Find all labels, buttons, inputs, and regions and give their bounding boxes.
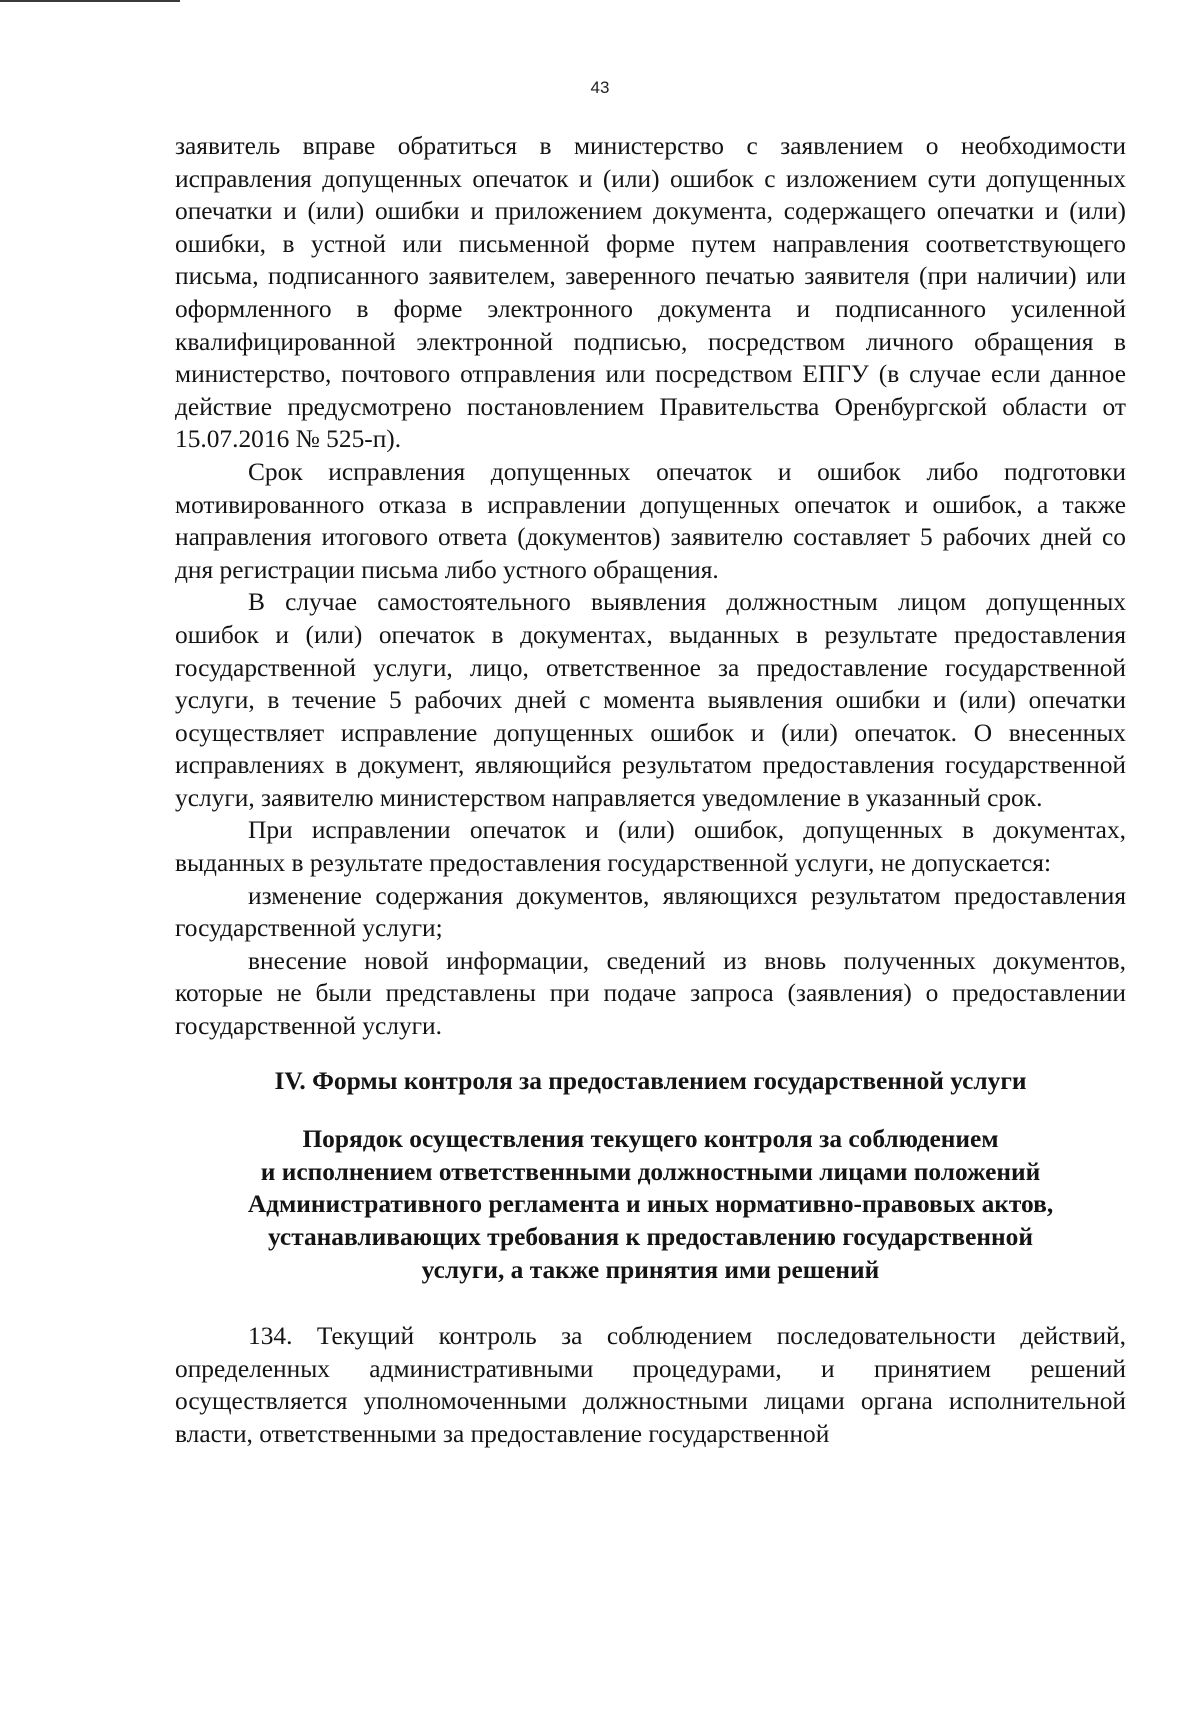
paragraph-correction-deadline: Срок исправления допущенных опечаток и ошибок либо подготовки мотивированного отказа в исправлении допущенных опечаток и ошибок, а также направления итогового ответа (документов) заявителю составляет 5 рабочих дней со дня регистрации письма либо устного обращения. [175, 457, 1126, 584]
section-subtitle-line: Административного регламента и иных нормативно-правовых актов, [247, 1190, 1054, 1219]
paragraph-self-detected-errors: В случае самостоятельного выявления должностным лицом допущенных ошибок и (или) опечаток в документах, выданных в результате предоставления государственной услуги, лицо, ответственное за предоставление государственной услуги, в течение 5 рабочих дней с момента выявления ошибки и (или) опечатки осуществляет исправление допущенных ошибок и (или) опечаток. О внесенных исправлениях в документ, являющийся результатом предоставления государственной услуги, заявителю министерством направляется уведомление в указанный срок. [175, 588, 1126, 812]
section-subtitle-line: устанавливающих требования к предоставлению государственной [268, 1223, 1033, 1251]
paragraph-applicant-request: заявитель вправе обратиться в министерство с заявлением о необходимости исправления допущенных опечаток и (или) ошибок с изложением сути допущенных опечатки и (или) ошибки и приложением документа, содержащего опечатки и (или) ошибки, в устной или письменной форме путем направления соответствующего письма, подписанного заявителем, заверенного печатью заявителя (при наличии) или оформленного в форме электронного документа и подписанного усиленной квалифицированной электронной подписью, посредством личного обращения в министерство, почтового отправления или посредством ЕПГУ (в случае если данное действие предусмотрено постановлением Правительства Оренбургской области от 15.07.2016 № 525-п). [175, 132, 1126, 454]
scan-edge-mark [0, 0, 180, 2]
section-subtitle-line: Порядок осуществления текущего контроля за соблюдением [302, 1125, 999, 1154]
page-number: 43 [590, 78, 610, 97]
paragraph-new-information: внесение новой информации, сведений из вновь полученных документов, которые не были представлены при подаче запроса (заявления) о предоставлении государственной услуги. [175, 946, 1126, 1041]
paragraph-not-allowed: При исправлении опечаток и (или) ошибок, допущенных в документах, выданных в результате предоставления государственной услуги, не допускается: [175, 816, 1126, 878]
document-body [175, 130, 1126, 1451]
section-subtitle-line: и исполнением ответственными должностными лицами положений [260, 1157, 1041, 1186]
section-subtitle-line: услуги, а также принятия ими решений [421, 1255, 880, 1284]
section-subtitle [175, 1123, 1126, 1286]
paragraph-134: 134. Текущий контроль за соблюдением последовательности действий, определенных административными процедурами, и принятием решений осуществляется уполномоченными должностными лицами органа исполнительной власти, ответственными за предоставление государственной [175, 1322, 1126, 1448]
section-title: IV. Формы контроля за предоставлением государственной услуги [274, 1066, 1027, 1095]
paragraph-content-change: изменение содержания документов, являющихся результатом предоставления государственной услуги; [175, 881, 1126, 943]
